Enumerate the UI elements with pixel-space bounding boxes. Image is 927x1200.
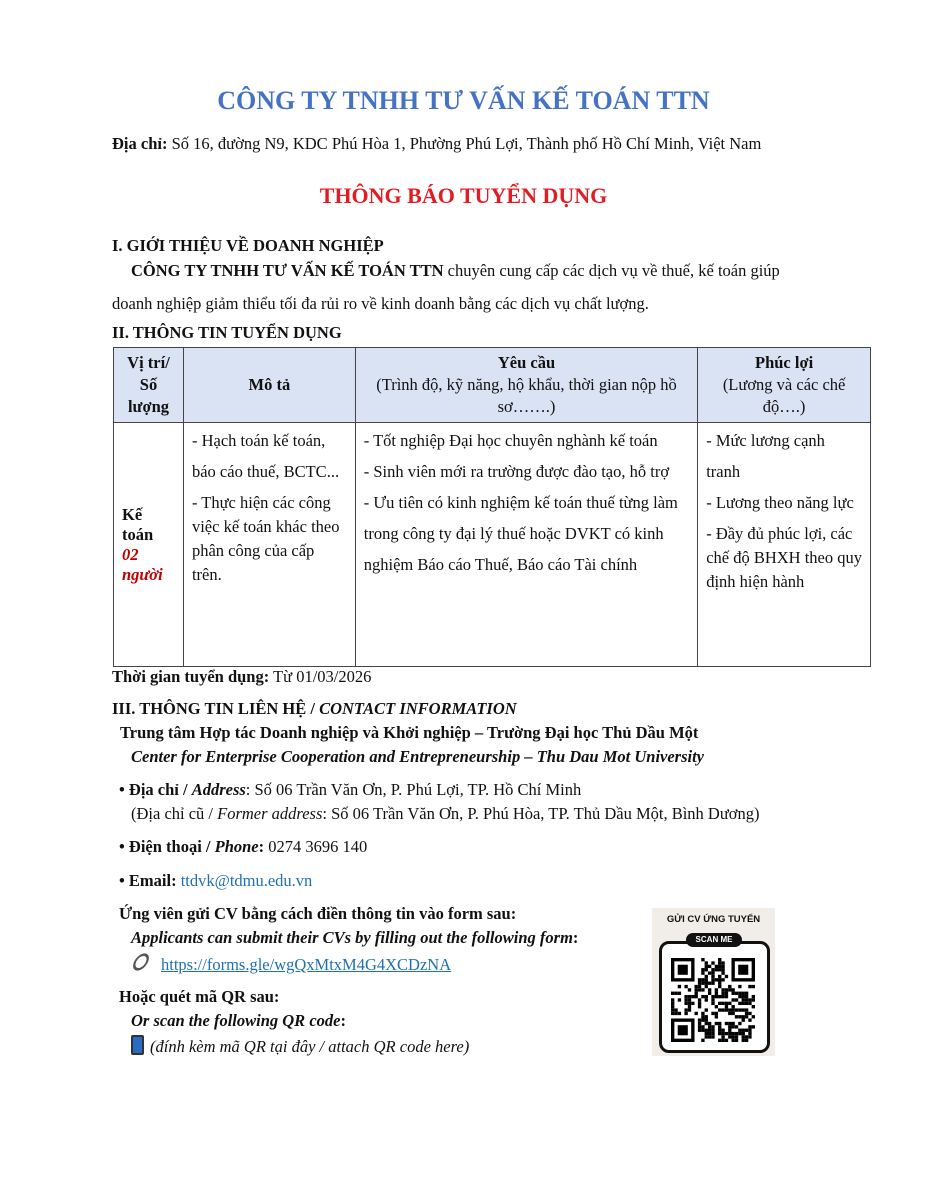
recruitment-period xyxy=(112,667,371,687)
benefits-title: Phúc lợi xyxy=(755,353,814,372)
requirement-item: - Sinh viên mới ra trường được đào tạo, hỗ trợ xyxy=(363,462,670,481)
requirement-item: - Ưu tiên có kinh nghiệm kế toán thuế từng làm trong công ty đại lý thuế hoặc DVKT có kinh nghiệm Báo cáo Thuế, Báo cáo Tài chính xyxy=(363,493,678,574)
qr-note: (đính kèm mã QR tại đây / attach QR code here) xyxy=(150,1037,470,1056)
requirements-sub: (Trình độ, kỹ năng, hộ khẩu, thời gian nộp hồ sơ…….) xyxy=(376,375,677,416)
org-name-en: Center for Enterprise Cooperation and Entrepreneurship – Thu Dau Mot University xyxy=(131,747,705,766)
qr-instruction-vi: Hoặc quét mã QR sau: xyxy=(119,987,280,1006)
intro-text: chuyên cung cấp các dịch vụ về thuế, kế toán giúp xyxy=(443,261,780,280)
qr-code-card[interactable] xyxy=(652,908,775,1056)
company-title: CÔNG TY TNHH TƯ VẤN KẾ TOÁN TTN xyxy=(217,86,710,115)
header-requirements xyxy=(355,348,697,423)
phone-label: Điện thoại / xyxy=(128,837,215,856)
intro-company: CÔNG TY TNHH TƯ VẤN KẾ TOÁN TTN xyxy=(131,261,444,280)
job-table xyxy=(113,347,871,667)
cell-description xyxy=(183,423,355,667)
form-instruction-vi: Ứng viên gửi CV bằng cách điền thông tin vào form sau: xyxy=(119,904,517,923)
form-url-link[interactable]: https://forms.gle/wgQxMtxM4G4XCDzNA xyxy=(161,955,452,974)
benefit-item: - Lương theo năng lực xyxy=(706,493,854,512)
qr-caption: GỬI CV ỨNG TUYỂN xyxy=(666,914,761,925)
address-text: Số 16, đường N9, KDC Phú Hòa 1, Phường Phú Lợi, Thành phố Hồ Chí Minh, Việt Nam xyxy=(167,134,762,153)
position-name: Kế toán xyxy=(122,504,154,544)
qr-en-text: Or scan the following QR code xyxy=(131,1011,341,1030)
benefit-item: - Mức lương cạnh tranh xyxy=(706,431,825,481)
company-address xyxy=(112,134,761,154)
header-benefits xyxy=(698,348,871,423)
position-count: 02 người xyxy=(122,544,163,584)
qr-code-icon xyxy=(671,958,755,1042)
qr-note-line xyxy=(131,1035,469,1057)
period-value: Từ 01/03/2026 xyxy=(269,667,372,686)
contact-heading-en: CONTACT INFORMATION xyxy=(319,699,517,718)
mobile-phone-icon xyxy=(131,1035,144,1055)
period-label: Thời gian tuyển dụng: xyxy=(112,667,270,686)
email-link[interactable]: ttdvk@tdmu.edu.vn xyxy=(180,871,313,890)
table-header-row xyxy=(114,348,871,423)
email-label: Email: xyxy=(128,871,177,890)
phone-label-en: Phone xyxy=(214,837,259,856)
contact-address: • Địa chỉ / Address: Số 06 Trần Văn Ơn, P. Phú Lợi, TP. Hồ Chí Minh xyxy=(119,780,582,799)
address-label-vi: Địa chỉ / xyxy=(128,780,192,799)
contact-phone: • Điện thoại / Phone: 0274 3696 140 xyxy=(119,837,368,856)
address-label-en: Address xyxy=(191,780,246,799)
former-address xyxy=(131,804,760,824)
cell-benefits xyxy=(698,423,871,667)
description-item: - Thực hiện các công việc kế toán khác theo phân công của cấp trên. xyxy=(191,493,340,584)
section2-heading: II. THÔNG TIN TUYỂN DỤNG xyxy=(112,323,342,342)
contact-heading-vi: III. THÔNG TIN LIÊN HỆ / xyxy=(112,699,320,718)
section1-line2: doanh nghiệp giảm thiểu tối đa rủi ro về kinh doanh bằng các dịch vụ chất lượng. xyxy=(112,294,649,313)
cell-position xyxy=(114,423,184,667)
section3-heading xyxy=(112,699,517,719)
scan-me-label: SCAN ME xyxy=(686,933,742,947)
benefits-sub: (Lương và các chế độ….) xyxy=(722,375,846,416)
requirement-item: - Tốt nghiệp Đại học chuyên nghành kế toán xyxy=(363,431,658,450)
address-label: Địa chỉ: xyxy=(112,134,168,153)
header-description: Mô tả xyxy=(183,348,355,423)
requirements-title: Yêu cầu xyxy=(497,353,556,372)
form-link-line xyxy=(131,952,451,975)
former-pre: (Địa chỉ cũ / xyxy=(131,804,218,823)
description-item: - Hạch toán kế toán, báo cáo thuế, BCTC... xyxy=(191,431,340,481)
form-instruction-en: Applicants can submit their CVs by filling out the following form: xyxy=(131,928,579,947)
notice-title: THÔNG BÁO TUYỂN DỤNG xyxy=(319,183,608,208)
section1-heading: I. GIỚI THIỆU VỀ DOANH NGHIỆP xyxy=(112,236,384,255)
header-position: Vị trí/ Số lượng xyxy=(114,348,184,423)
former-label: Former address xyxy=(217,804,323,823)
qr-instruction-en: Or scan the following QR code: xyxy=(131,1011,346,1030)
table-row xyxy=(114,423,871,667)
section1-line1 xyxy=(131,261,780,281)
org-name-vi: Trung tâm Hợp tác Doanh nghiệp và Khởi nghiệp – Trường Đại học Thủ Dầu Một xyxy=(120,723,699,742)
form-en-text: Applicants can submit their CVs by filling out the following form xyxy=(131,928,573,947)
address-value: : Số 06 Trần Văn Ơn, P. Phú Lợi, TP. Hồ Chí Minh xyxy=(245,780,582,799)
former-value: : Số 06 Trần Văn Ơn, P. Phú Hòa, TP. Thủ Dầu Một, Bình Dương) xyxy=(322,804,760,823)
benefit-item: - Đầy đủ phúc lợi, các chế độ BHXH theo quy định hiện hành xyxy=(706,524,863,591)
paperclip-icon xyxy=(130,950,152,973)
phone-value: 0274 3696 140 xyxy=(264,837,368,856)
cell-requirements xyxy=(355,423,697,667)
contact-email: • Email: ttdvk@tdmu.edu.vn xyxy=(119,871,313,890)
